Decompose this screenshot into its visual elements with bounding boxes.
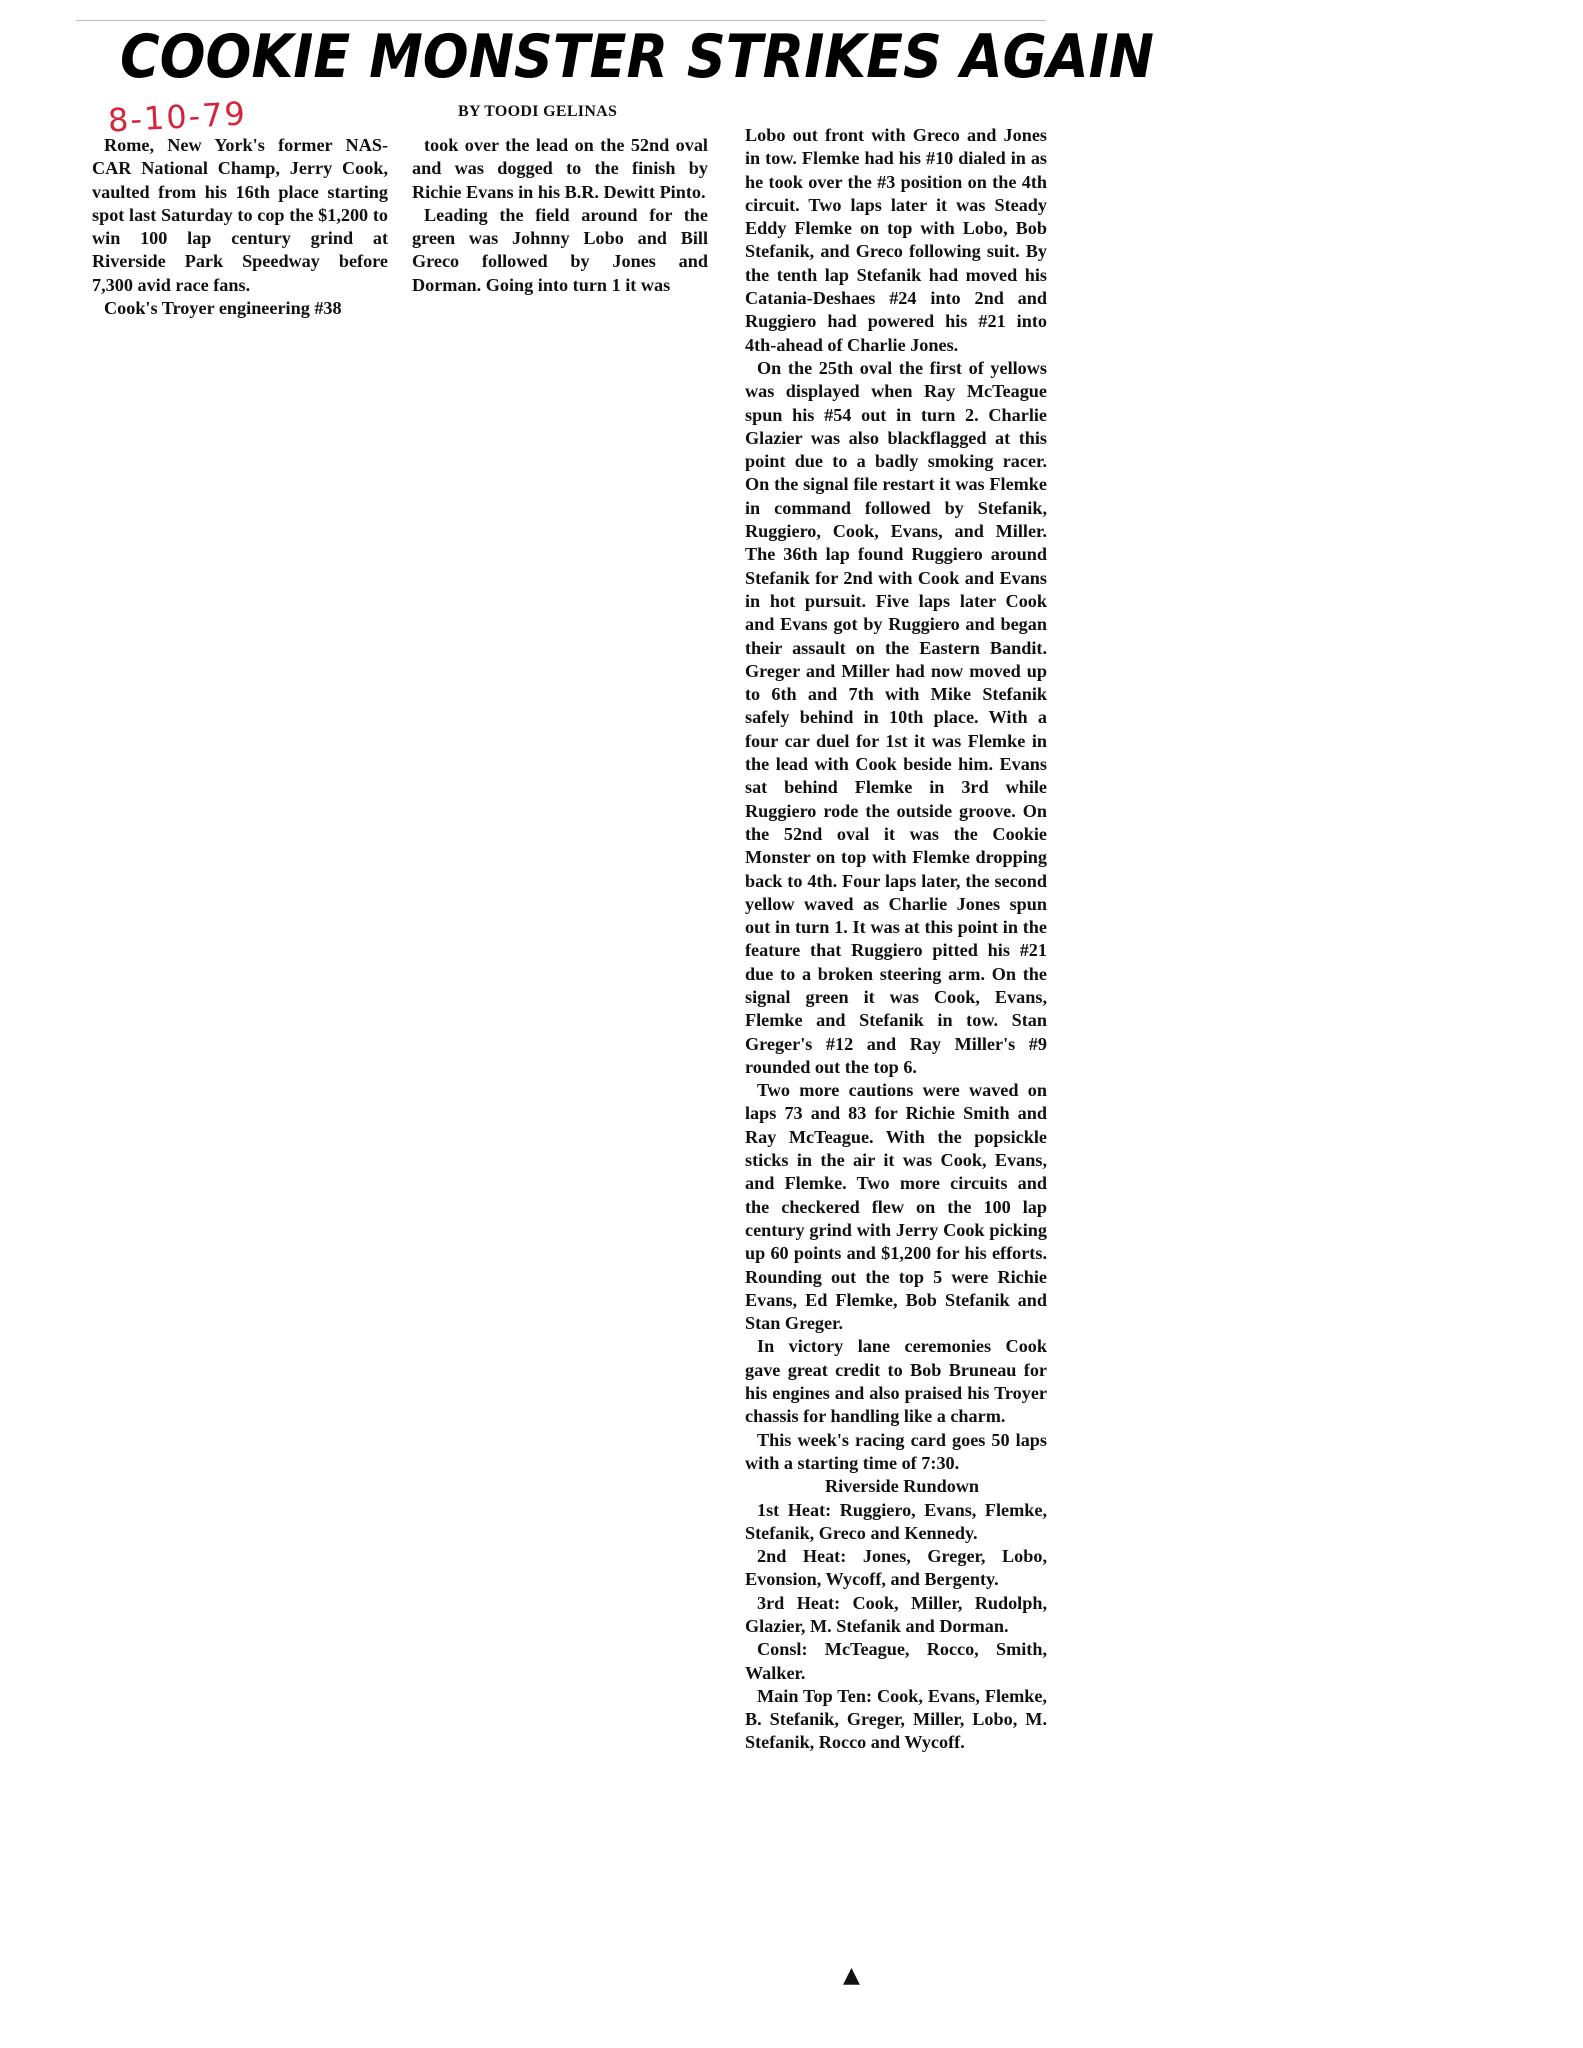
byline: BY TOODI GELINAS [458,103,618,120]
paragraph: Cook's Troyer engineering #38 [104,298,342,319]
paragraph: On the 25th oval the first of yellows was displayed when Ray McTeague spun his #54 out in turn 2. Charlie Glazier was also blackflagged at this point due to a badly smoking racer. On the signal file restart it was Flemke in command followed by Stefanik, Ruggiero, Cook, Evans, and Miller. The 36th lap found Ruggiero around Stefanik for 2nd with Cook and Evans in hot pursuit. Five laps later Cook and Evans got by Ruggiero and began their assault on the Eastern Bandit. Greger and Miller had now moved up to 6th and 7th with Mike Stefanik safely behind in 10th place. With a four car duel for 1st it was Flemke in the lead with Cook beside him. Evans sat behind Flemke in 3rd while Ruggiero rode the outside groove. On the 52nd oval it was the Cookie Monster on top with Flemke dropping back to 4th. Four laps later, the second yellow waved as Charlie Jones spun out in turn 1. It was at this point in the feature that Ruggiero pitted his #21 due to a broken steering arm. On the signal green it was Cook, Evans, Flemke and Stefanik in tow. Stan Greger's #12 and Ray Miller's #9 rounded out the top 6. [745,357,1047,1077]
rundown-text: McTeague, Rocco, Smith, Walker. [745,1639,1048,1683]
paragraph: Lobo out front with Greco and Jones in tow. Flemke had his #10 dialed in as he took over the #3 position on the 4th circuit. Two laps later it was Steady Eddy Flemke on top with Lobo, Bob Stefanik, and Greco following suit. By the tenth lap Stefanik had moved his Catania-Deshaes #24 into 2nd and Ruggiero had powered his #21 into 4th-ahead of Charlie Jones. [745,125,1047,355]
column-1 [92,134,388,320]
column-2 [412,134,708,297]
paragraph: In victory lane ceremonies Cook gave great credit to Bob Bruneau for his engines and also praised his Troyer chassis for handling like a charm. [745,1336,1047,1427]
end-mark-icon: ▲ [843,1963,860,1988]
paragraph: Two more cautions were waved on laps 73 and 83 for Richie Smith and Ray McTeague. With the popsickle sticks in the air it was Cook, Evans, and Flemke. Two more circuits and the checkered flew on the 100 lap century grind with Jerry Cook picking up 60 points and $1,200 for his efforts. Rounding out the top 5 were Richie Evans, Ed Flemke, Bob Stefanik and Stan Greger. [745,1080,1047,1334]
rundown-entry [745,1592,1047,1639]
rundown-title: Riverside Rundown [824,1476,980,1497]
rundown-label: 3rd Heat: [757,1592,841,1613]
rundown-label: 1st Heat: [757,1499,832,1520]
rundown-label: Main Top Ten: [757,1685,873,1706]
rundown-text: Jones, Greger, Lobo, Evonsion, Wycoff, and Bergenty. [745,1546,1047,1590]
headline: COOKIE MONSTER STRIKES AGAIN [120,22,1154,92]
rundown-label: Consl: [757,1639,808,1660]
rundown-entry [745,1685,1047,1755]
rundown-entry [745,1499,1047,1546]
paragraph: took over the lead on the 52nd oval and was dogged to the finish by Richie Evans in his B.R. Dewitt Pinto. [412,135,708,202]
rundown-text: Cook, Miller, Rudolph, Glazier, M. Stefanik and Dorman. [745,1592,1047,1636]
top-rule [76,20,1046,21]
rundown-entry [745,1545,1047,1592]
rundown-text: Ruggiero, Evans, Flemke, Stefanik, Greco and Kennedy. [745,1499,1048,1543]
column-3 [745,124,1047,1755]
handwritten-date: 8-10-79 [107,94,248,140]
paragraph: Leading the field around for the green was Johnny Lobo and Bill Greco followed by Jones and Dorman. Going into turn 1 it was [412,204,708,295]
paragraph: This week's racing card goes 50 laps with a starting time of 7:30. [745,1429,1047,1473]
rundown-entry [745,1638,1047,1685]
paragraph: Rome, New York's former NAS-CAR National Champ, Jerry Cook, vaulted from his 16th place starting spot last Saturday to cop the $1,200 to win 100 lap century grind at Riverside Park Speedway before 7,300 avid race fans. [92,135,388,295]
rundown-text: Cook, Evans, Flemke, B. Stefanik, Greger, Miller, Lobo, M. Stefanik, Rocco and Wycoff. [745,1685,1047,1753]
rundown-label: 2nd Heat: [757,1546,847,1567]
